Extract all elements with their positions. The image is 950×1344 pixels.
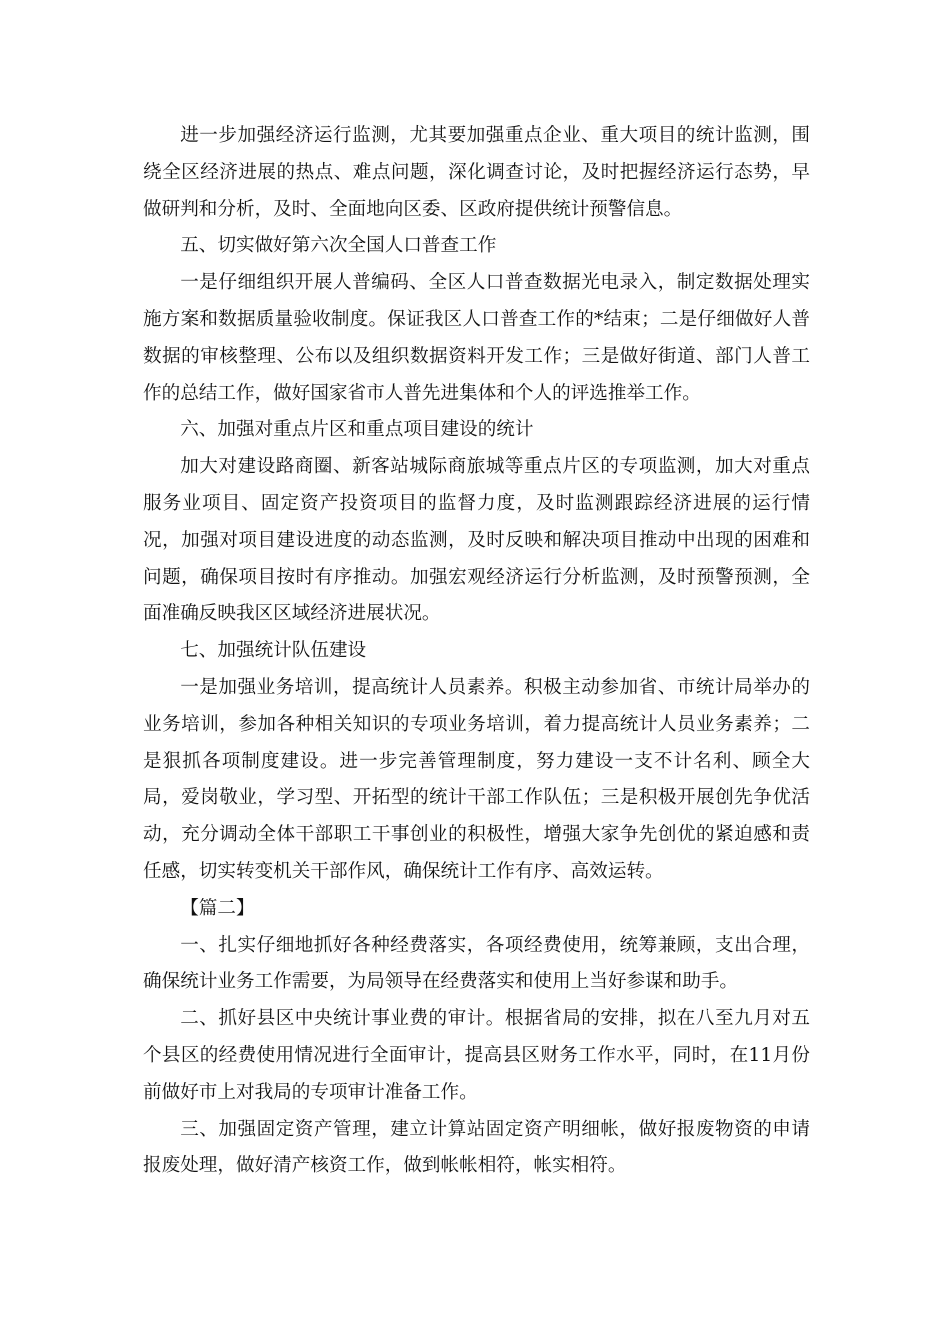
section-heading-key-areas: 六、加强对重点片区和重点项目建设的统计 [180, 419, 534, 441]
paragraph-key-areas: 加大对建设路商圈、新客站城际商旅城等重点片区的专项监测，加大对重点服务业项目、固定资产投资项目的监督力度，及时监测跟踪经济进展的运行情况，加强对项目建设进度的动态监测，及时反映和解决项目推动中出现的困难和问题，确保项目按时有序推动。加强宏观经济运行分析监测，及时预警预测，全面准确反映我区区域经济进展状况。 [143, 456, 810, 625]
section-heading-team-building: 七、加强统计队伍建设 [180, 640, 367, 662]
paragraph-team-building: 一是加强业务培训，提高统计人员素养。积极主动参加省、市统计局举办的业务培训，参加各种相关知识的专项业务培训，着力提高统计人员业务素养；二是狠抓各项制度建设。进一步完善管理制度，努力建设一支不计名利、顾全大局，爱岗敬业，学习型、开拓型的统计干部工作队伍；三是积极开展创先争优活动，充分调动全体干部职工干事创业的积极性，增强大家争先创优的紧迫感和责任感，切实转变机关干部作风，确保统计工作有序、高效运转。 [143, 676, 810, 882]
paragraph-funding: 一、扎实仔细地抓好各种经费落实，各项经费使用，统筹兼顾，支出合理，确保统计业务工作需要，为局领导在经费落实和使用上当好参谋和助手。 [143, 934, 810, 993]
paragraph-audit: 二、抓好县区中央统计事业费的审计。根据省局的安排，拟在八至九月对五个县区的经费使用情况进行全面审计，提高县区财务工作水平，同时，在11月份前做好市上对我局的专项审计准备工作。 [143, 1008, 810, 1103]
document-page [143, 118, 810, 1185]
paragraph-economic-monitoring: 进一步加强经济运行监测，尤其要加强重点企业、重大项目的统计监测，围绕全区经济进展的热点、难点问题，深化调查讨论，及时把握经济运行态势，早做研判和分析，及时、全面地向区委、区政府提供统计预警信息。 [143, 125, 810, 220]
paragraph-fixed-assets: 三、加强固定资产管理，建立计算站固定资产明细帐，做好报废物资的申请报废处理，做好清产核资工作，做到帐帐相符，帐实相符。 [143, 1118, 810, 1177]
paragraph-census: 一是仔细组织开展人普编码、全区人口普查数据光电录入，制定数据处理实施方案和数据质量验收制度。保证我区人口普查工作的*结束；二是仔细做好人普数据的审核整理、公布以及组织数据资料开发工作；三是做好街道、部门人普工作的总结工作，做好国家省市人普先进集体和个人的评选推举工作。 [143, 272, 810, 404]
part-two-marker: 【篇二】 [180, 897, 255, 919]
section-heading-census: 五、切实做好第六次全国人口普查工作 [180, 235, 497, 257]
